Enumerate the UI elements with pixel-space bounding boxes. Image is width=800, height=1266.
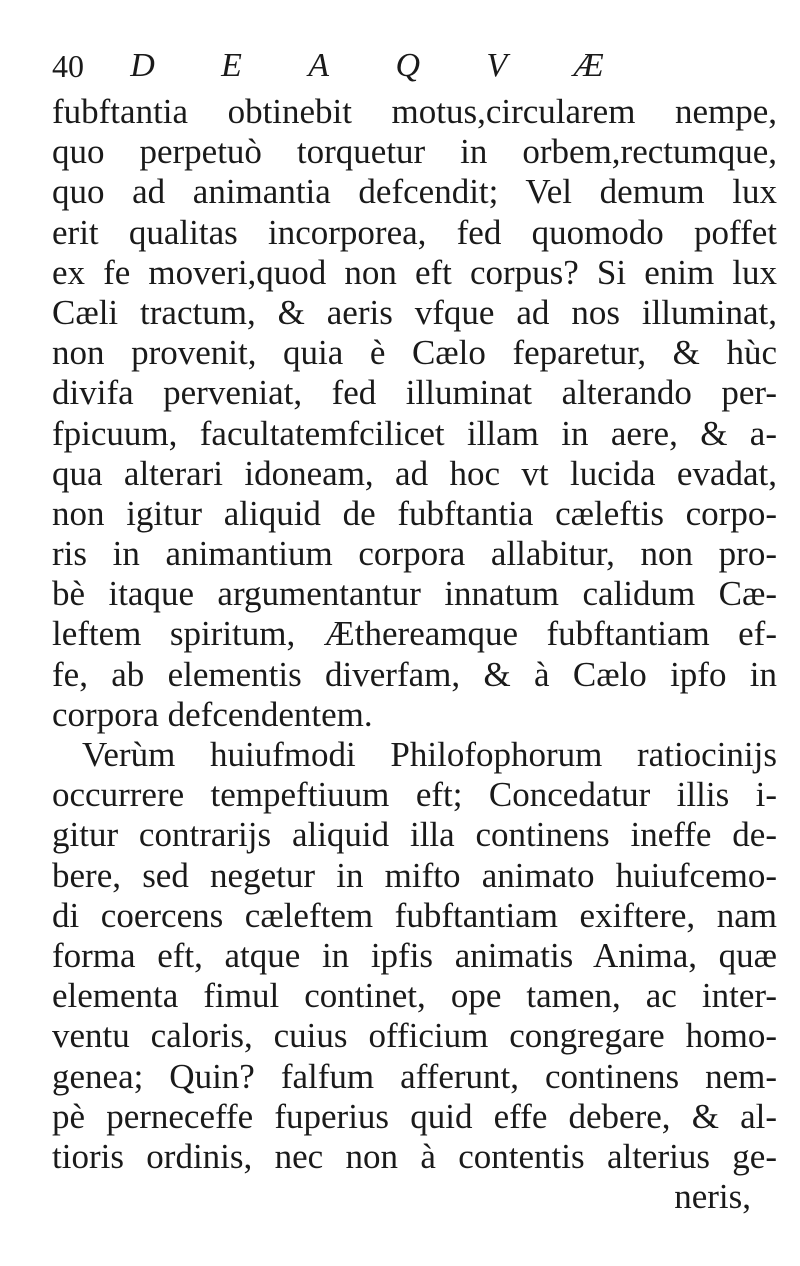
text-line: quo ad animantia defcendit; Vel demum lux — [52, 172, 777, 212]
text-line: fpicuum, facultatemfcilicet illam in aere, & a- — [52, 413, 777, 453]
text-line: tioris ordinis, nec non à contentis alterius ge- — [52, 1136, 777, 1176]
text-line: quo perpetuò torquetur in orbem,rectumque, — [52, 132, 777, 172]
text-line: occurrere tempeftiuum eft; Concedatur illis i- — [52, 775, 777, 815]
text-line: di coercens cæleftem fubftantiam exiftere, nam — [52, 895, 777, 935]
paragraph-last-line: corpora defcendentem. — [52, 694, 373, 734]
text-line: ex fe moveri,quod non eft corpus? Si enim lux — [52, 252, 777, 292]
running-title-letter: A — [308, 47, 332, 84]
paragraph-first-line: Verùm huiufmodi Philofophorum ratiocinijs — [82, 735, 777, 774]
text-line: qua alterari idoneam, ad hoc vt lucida evadat, — [52, 453, 777, 493]
text-line: bè itaque argumentantur innatum calidum Cæ- — [52, 574, 777, 614]
text-line: fubftantia obtinebit motus,circularem nempe, — [52, 92, 777, 131]
running-title-letter: Æ — [573, 47, 606, 84]
running-title — [98, 40, 638, 92]
running-title-letter: V — [486, 47, 510, 84]
text-line: leftem spiritum, Æthereamque fubftantiam ef- — [52, 614, 777, 654]
text-line: pè perneceffe fuperius quid effe debere, & al- — [52, 1096, 777, 1136]
page-header — [52, 40, 752, 92]
text-line: forma eft, atque in ipfis animatis Anima, quæ — [52, 935, 777, 975]
text-line: fe, ab elementis diverfam, & à Cælo ipfo in — [52, 654, 777, 694]
page-number: 40 — [52, 48, 84, 84]
text-line: genea; Quin? falfum afferunt, continens nem- — [52, 1056, 777, 1096]
running-title-letter: D — [130, 47, 157, 84]
text-line: erit qualitas incorporea, fed quomodo poffet — [52, 212, 777, 252]
text-line: elementa fimul continet, ope tamen, ac inter- — [52, 976, 777, 1016]
text-line: gitur contrarijs aliquid illa continens ineffe de- — [52, 815, 777, 855]
text-line: ris in animantium corpora allabitur, non pro- — [52, 534, 777, 574]
running-title-letter: E — [221, 47, 244, 84]
running-title-letter: Q — [395, 47, 422, 84]
text-line: Cæli tractum, & aeris vfque ad nos illuminat, — [52, 292, 777, 332]
text-line: bere, sed negetur in mifto animato huiufcemo- — [52, 855, 777, 895]
body-text — [52, 92, 777, 1217]
text-line: divifa perveniat, fed illuminat alterando per- — [52, 373, 777, 413]
text-line: non provenit, quia è Cælo feparetur, & hùc — [52, 333, 777, 373]
text-line: ventu caloris, cuius officium congregare homo- — [52, 1016, 777, 1056]
catchword: neris, — [674, 1177, 751, 1217]
text-line: non igitur aliquid de fubftantia cæleftis corpo- — [52, 493, 777, 533]
